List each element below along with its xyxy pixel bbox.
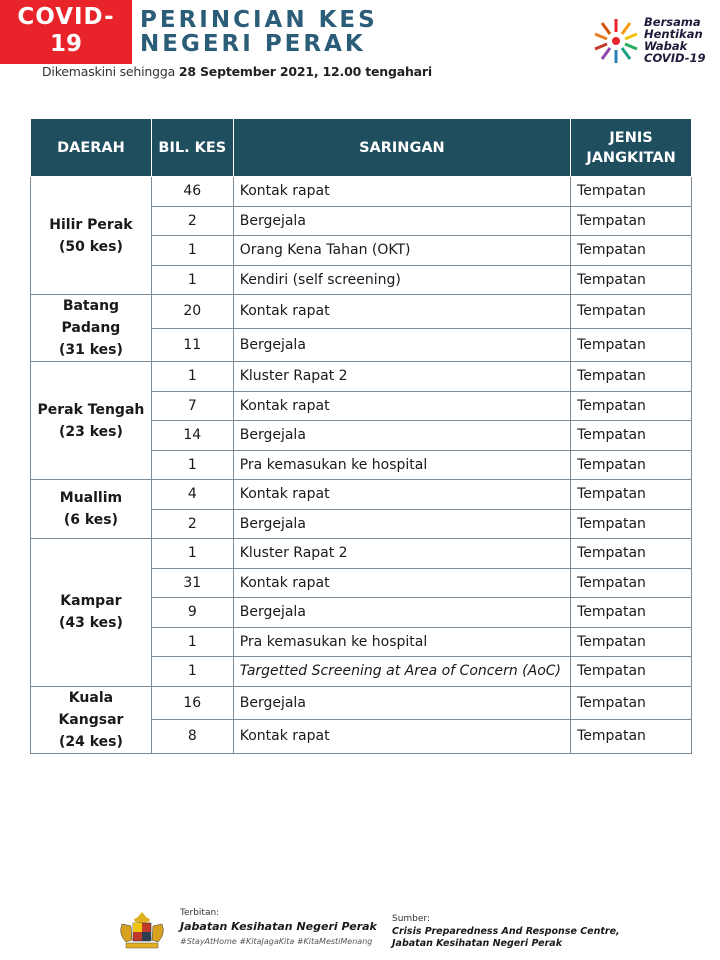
covid19-badge (0, 0, 132, 64)
table-header-row (31, 119, 692, 177)
case-count-cell: 1 (151, 450, 233, 480)
table-row (31, 177, 692, 207)
terbitan-name: Jabatan Kesihatan Negeri Perak (180, 920, 377, 933)
case-count-cell: 1 (151, 657, 233, 687)
infection-type-cell: Tempatan (571, 539, 692, 569)
infection-type-cell: Tempatan (571, 265, 692, 295)
district-cell (31, 177, 152, 295)
district-name: Hilir Perak (49, 216, 133, 233)
page-title (140, 8, 378, 56)
badge-line-1: COVID- (17, 4, 115, 30)
sumber-line-1: Crisis Preparedness And Response Centre, (392, 926, 620, 937)
update-prefix: Dikemaskini sehingga (42, 64, 179, 79)
district-cell (31, 480, 152, 539)
case-count-cell: 31 (151, 568, 233, 598)
screening-cell: Bergejala (233, 686, 570, 720)
district-total: (43 kes) (58, 615, 123, 632)
screening-cell: Targetted Screening at Area of Concern (AoC) (233, 657, 570, 687)
infection-type-cell: Tempatan (571, 627, 692, 657)
case-count-cell: 20 (151, 295, 233, 329)
header-bil-kes: BIL. KES (151, 119, 233, 177)
infection-type-cell: Tempatan (571, 720, 692, 754)
logo-line: Bersama (644, 15, 701, 29)
screening-cell: Kontak rapat (233, 391, 570, 421)
table-row (31, 480, 692, 510)
district-total: (31 kes) (58, 342, 123, 358)
infection-type-cell: Tempatan (571, 295, 692, 329)
sumber-text (392, 926, 622, 950)
sumber-line-2: Jabatan Kesihatan Negeri Perak (392, 938, 563, 949)
screening-cell: Pra kemasukan ke hospital (233, 627, 570, 657)
header-jenis-line-1: JENIS (609, 129, 653, 146)
logo-line: COVID-19 (644, 51, 706, 65)
screening-cell: Kluster Rapat 2 (233, 362, 570, 392)
table-body (31, 177, 692, 754)
case-count-cell: 16 (151, 686, 233, 720)
title-line-1: PERINCIAN KES (140, 7, 378, 33)
case-count-cell: 2 (151, 509, 233, 539)
district-total: (24 kes) (58, 733, 123, 750)
title-line-2: NEGERI PERAK (140, 31, 366, 57)
screening-cell: Bergejala (233, 598, 570, 628)
district-name: Batang Padang (61, 298, 121, 336)
sunburst-icon (592, 14, 642, 68)
screening-cell: Kluster Rapat 2 (233, 539, 570, 569)
header-saringan: SARINGAN (233, 119, 570, 177)
header-jenis-line-2: JANGKITAN (586, 149, 676, 166)
crest-icon (114, 910, 170, 950)
district-total: (6 kes) (63, 512, 119, 528)
infection-type-cell: Tempatan (571, 598, 692, 628)
infection-type-cell: Tempatan (571, 206, 692, 236)
case-count-cell: 1 (151, 265, 233, 295)
case-count-cell: 4 (151, 480, 233, 510)
screening-cell: Bergejala (233, 509, 570, 539)
header-daerah: DAERAH (31, 119, 152, 177)
screening-cell: Kontak rapat (233, 177, 570, 207)
district-cell (31, 362, 152, 480)
hashtags: #StayAtHome #KitaJagaKita #KitaMestiMenang (180, 937, 373, 946)
case-count-cell: 14 (151, 421, 233, 451)
case-count-cell: 8 (151, 720, 233, 754)
screening-cell: Kendiri (self screening) (233, 265, 570, 295)
logo-line: Wabak (644, 39, 688, 53)
district-name: Kampar (60, 593, 122, 610)
infection-type-cell: Tempatan (571, 509, 692, 539)
table-row (31, 539, 692, 569)
infection-type-cell: Tempatan (571, 236, 692, 266)
infection-type-cell: Tempatan (571, 686, 692, 720)
header-jenis-jangkitan (571, 119, 692, 177)
table-row (31, 686, 692, 720)
screening-cell: Kontak rapat (233, 720, 570, 754)
table-row (31, 295, 692, 329)
cases-table (30, 118, 692, 754)
district-total: (50 kes) (58, 238, 123, 255)
district-name: Perak Tengah (37, 401, 145, 418)
screening-cell: Kontak rapat (233, 568, 570, 598)
infection-type-cell: Tempatan (571, 177, 692, 207)
infection-type-cell: Tempatan (571, 480, 692, 510)
district-total: (23 kes) (58, 423, 123, 440)
case-count-cell: 2 (151, 206, 233, 236)
sumber-label: Sumber: (392, 914, 431, 924)
logo-line: Hentikan (644, 27, 703, 41)
case-count-cell: 1 (151, 362, 233, 392)
update-note (42, 64, 432, 79)
update-date: 28 September 2021, 12.00 tengahari (178, 64, 432, 79)
terbitan-label: Terbitan: (180, 908, 220, 918)
case-count-cell: 1 (151, 236, 233, 266)
screening-cell: Bergejala (233, 206, 570, 236)
district-cell (31, 295, 152, 362)
infection-type-cell: Tempatan (571, 328, 692, 362)
screening-cell: Kontak rapat (233, 295, 570, 329)
screening-cell: Bergejala (233, 421, 570, 451)
case-count-cell: 1 (151, 539, 233, 569)
case-count-cell: 9 (151, 598, 233, 628)
infection-type-cell: Tempatan (571, 568, 692, 598)
footer (112, 906, 620, 956)
case-count-cell: 1 (151, 627, 233, 657)
case-count-cell: 7 (151, 391, 233, 421)
logo-text (644, 16, 706, 64)
badge-line-2: 19 (49, 31, 82, 57)
infection-type-cell: Tempatan (571, 421, 692, 451)
district-cell (31, 686, 152, 753)
infection-type-cell: Tempatan (571, 450, 692, 480)
infection-type-cell: Tempatan (571, 391, 692, 421)
district-cell (31, 539, 152, 687)
infection-type-cell: Tempatan (571, 657, 692, 687)
infection-type-cell: Tempatan (571, 362, 692, 392)
district-name: Muallim (59, 490, 123, 506)
screening-cell: Bergejala (233, 328, 570, 362)
screening-cell: Orang Kena Tahan (OKT) (233, 236, 570, 266)
case-count-cell: 46 (151, 177, 233, 207)
table-row (31, 362, 692, 392)
campaign-logo (592, 14, 712, 74)
case-count-cell: 11 (151, 328, 233, 362)
screening-cell: Kontak rapat (233, 480, 570, 510)
screening-cell: Pra kemasukan ke hospital (233, 450, 570, 480)
district-name: Kuala Kangsar (58, 689, 124, 728)
